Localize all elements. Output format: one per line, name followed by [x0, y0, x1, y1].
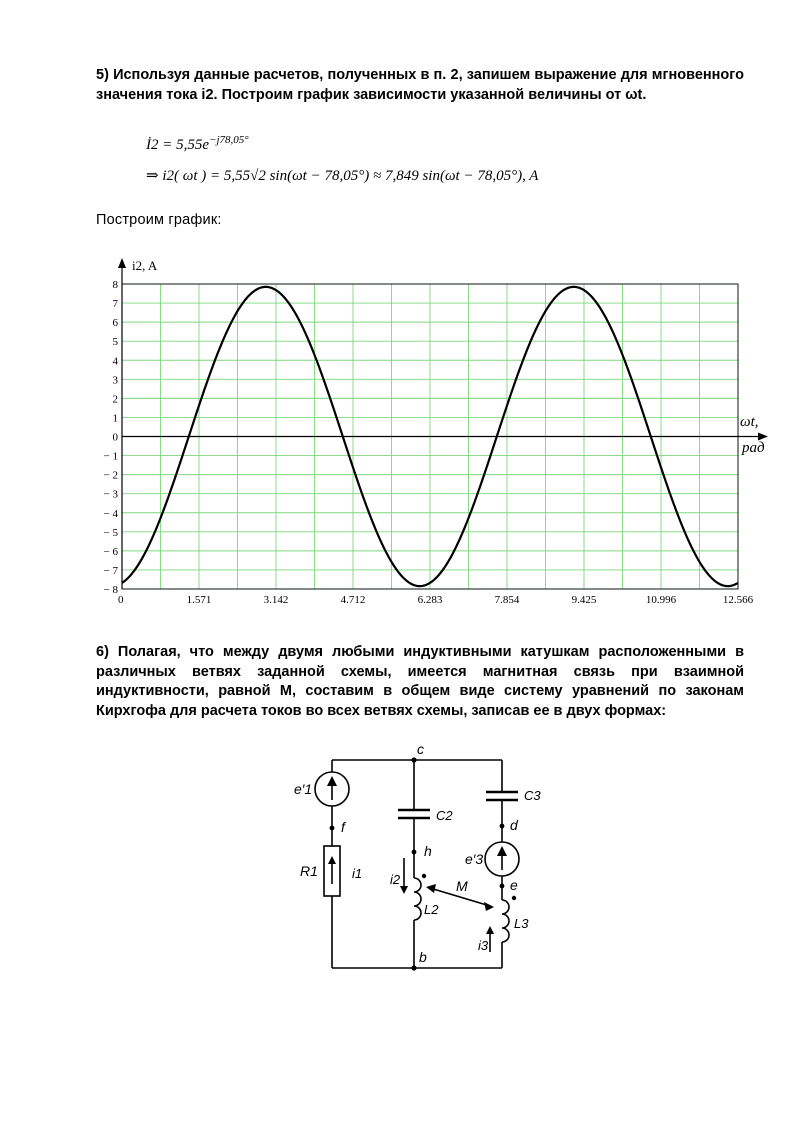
inductor-l2: [414, 878, 421, 920]
y-tick-label: − 7: [103, 564, 118, 577]
y-tick-label: 4: [112, 355, 118, 368]
y-tick-label: − 4: [103, 507, 118, 520]
label-l2: L2: [424, 902, 439, 917]
node-h: [412, 850, 417, 855]
label-i1: i1: [352, 866, 363, 881]
label-node-h: h: [424, 843, 432, 859]
label-m: M: [456, 878, 468, 894]
y-tick-label: 7: [112, 298, 118, 311]
node-d: [500, 824, 505, 829]
mutual-arrowhead-right: [484, 902, 494, 911]
x-tick-label: 6.283: [417, 594, 443, 606]
y-tick-label: − 8: [103, 584, 118, 596]
formula-phasor-lhs: İ2 = 5,55e: [146, 137, 210, 153]
y-tick-label: 3: [112, 374, 118, 387]
section-6-text: 6) Полагая, что между двумя любыми индуктивными катушкам расположенными в различных ветвях заданной схемы, имеется магнитная связь при взаимной индуктивности, равной M, составим в общем виде систему уравнений по законам Кирхгофа для расчета токов во всех ветвях схемы, записав ее в двух формах:: [96, 644, 744, 719]
plot-heading: Построим график:: [96, 212, 222, 228]
x-tick-label: 0: [118, 594, 124, 606]
x-axis-label-unit: рад: [742, 440, 765, 456]
source-e1-arrowhead: [327, 776, 337, 786]
node-f: [330, 826, 335, 831]
dot-l3: [512, 896, 516, 900]
mutual-arrowhead-left: [426, 884, 436, 893]
label-node-e: e: [510, 877, 518, 893]
inductor-l3: [502, 900, 509, 942]
y-tick-label: 5: [112, 336, 118, 349]
x-axis-label-omega: ωt,: [740, 414, 759, 430]
y-tick-label: − 1: [103, 450, 118, 463]
x-tick-label: 4.712: [340, 594, 366, 606]
label-c2: C2: [436, 808, 453, 823]
arrow-i3-head: [486, 926, 494, 934]
label-node-f: f: [341, 819, 345, 835]
label-c3: C3: [524, 788, 541, 803]
x-tick-label: 10.996: [645, 594, 677, 606]
y-tick-label: 2: [112, 393, 118, 406]
y-tick-label: − 2: [103, 469, 118, 482]
label-node-b: b: [419, 949, 427, 965]
label-r1: R1: [300, 863, 318, 879]
label-i3: i3: [478, 938, 489, 953]
formula-instantaneous-text: ⇒ i2( ωt ) = 5,55√2 sin(ωt − 78,05°) ≈ 7,849 sin(ωt − 78,05°), A: [146, 168, 539, 184]
y-tick-label: − 3: [103, 488, 118, 501]
y-tick-label: 1: [112, 412, 118, 425]
arrow-i2-head: [400, 886, 408, 894]
node-c: [411, 757, 416, 762]
y-tick-label: 0: [112, 431, 118, 444]
y-tick-label: − 5: [103, 526, 118, 539]
label-node-d: d: [510, 817, 518, 833]
node-e: [500, 884, 505, 889]
source-e3-arrowhead: [497, 846, 507, 856]
formula-phasor-exponent: −j78,05°: [209, 134, 249, 146]
x-tick-label: 12.566: [722, 594, 754, 606]
x-tick-label: 1.571: [186, 594, 212, 606]
y-tick-label: 8: [112, 279, 118, 291]
y-axis-label: i2, A: [132, 258, 158, 273]
x-tick-label: 3.142: [263, 594, 289, 606]
label-e3: e′3: [465, 851, 484, 867]
y-tick-label: 6: [112, 317, 118, 330]
label-l3: L3: [514, 916, 529, 931]
section-5-text: 5) Используя данные расчетов, полученных в п. 2, запишем выражение для мгновенного значения тока i2. Построим график зависимости указанной величины от ωt.: [96, 67, 744, 103]
x-tick-label: 9.425: [571, 594, 597, 606]
dot-l2: [422, 874, 426, 878]
node-b: [411, 965, 416, 970]
arrow-i1-head: [328, 856, 336, 864]
label-i2: i2: [390, 872, 401, 887]
label-node-c: c: [417, 741, 424, 757]
x-tick-label: 7.854: [494, 594, 520, 606]
y-tick-label: − 6: [103, 545, 118, 558]
label-e1: e′1: [294, 781, 313, 797]
